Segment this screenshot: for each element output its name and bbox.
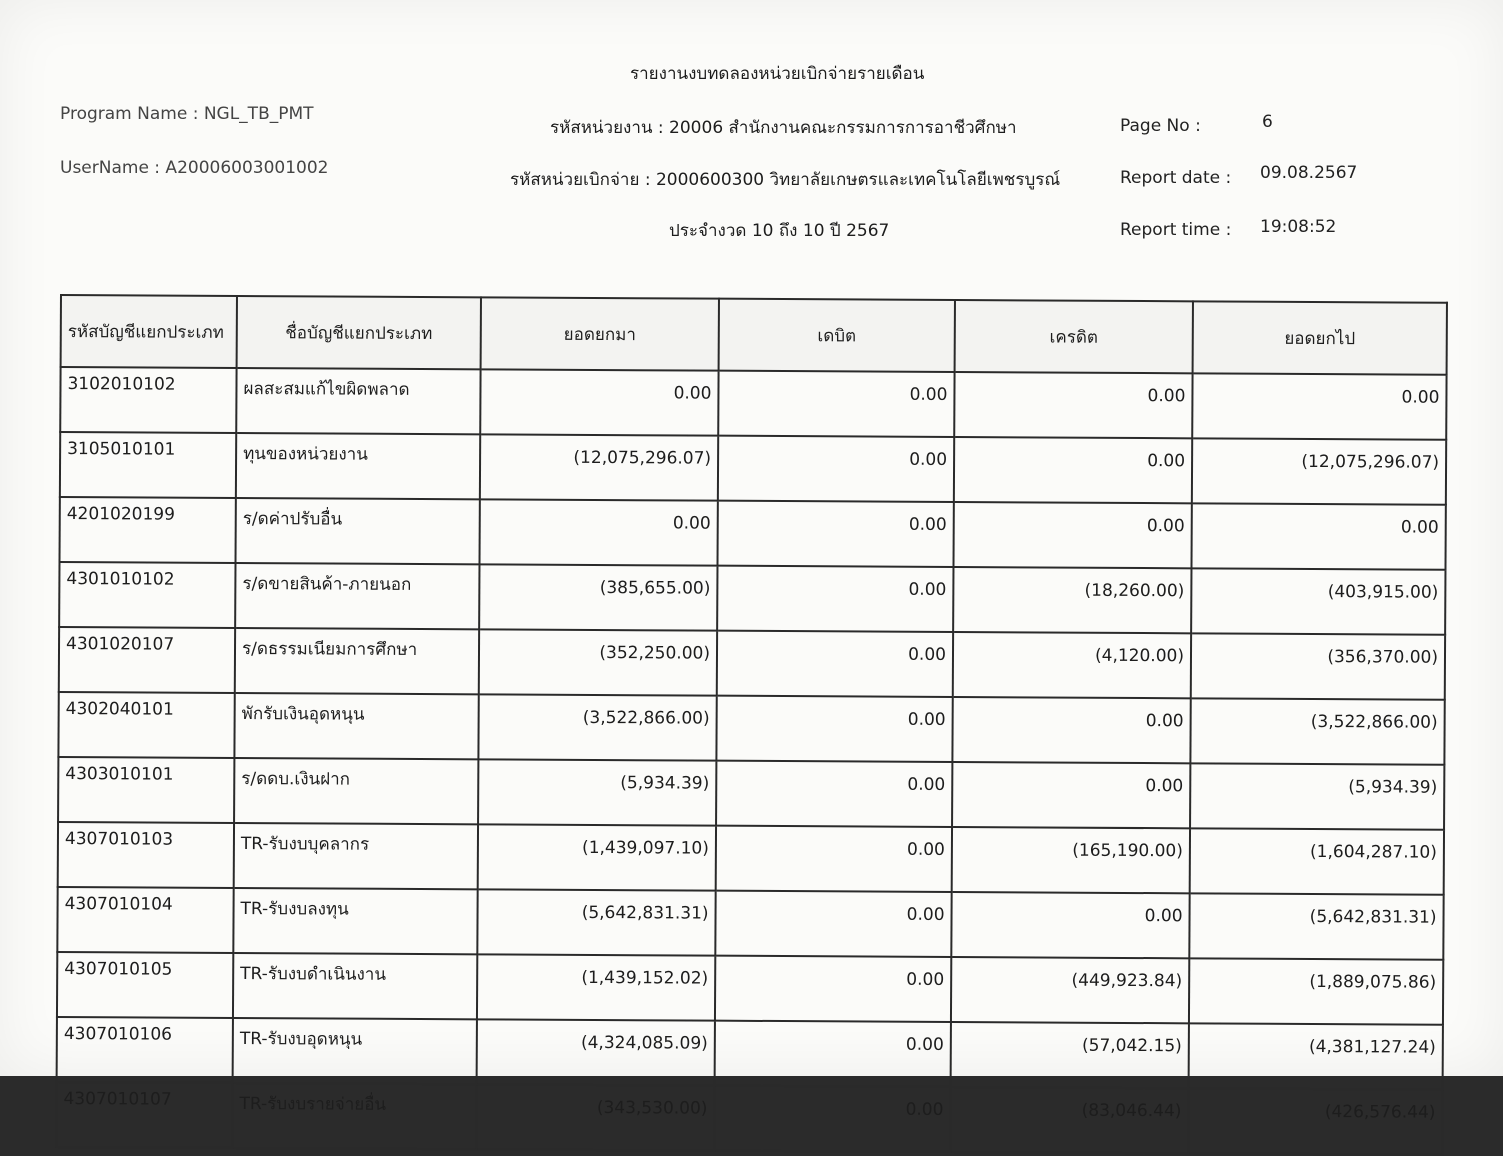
col-header-debit: เดบิต	[719, 299, 955, 372]
cell-credit: 0.00	[951, 892, 1189, 958]
cell-brought-forward: (5,934.39)	[478, 759, 716, 825]
cell-account-code: 3102010102	[60, 367, 236, 433]
page-no-label: Page No :	[1120, 116, 1201, 136]
cell-credit: (83,046.44)	[950, 1087, 1188, 1153]
col-header-account-code: รหัสบัญชีแยกประเภท	[61, 295, 237, 368]
report-time-value: 19:08:52	[1260, 217, 1337, 237]
cell-debit: 0.00	[715, 956, 951, 1022]
cell-carried-forward: (5,642,831.31)	[1189, 893, 1443, 959]
page-no-value: 6	[1262, 112, 1273, 132]
cell-account-code: 4201020199	[60, 497, 236, 563]
col-header-carried-forward: ยอดยกไป	[1193, 301, 1447, 374]
cell-brought-forward: (3,522,866.00)	[478, 694, 716, 760]
table-row	[58, 692, 1444, 765]
cell-carried-forward: (356,370.00)	[1191, 633, 1445, 699]
table-row	[60, 367, 1446, 440]
cell-brought-forward: (4,324,085.09)	[477, 1019, 715, 1085]
cell-carried-forward: (426,576.44)	[1188, 1088, 1442, 1154]
cell-brought-forward: 0.00	[480, 369, 718, 435]
cell-carried-forward: 0.00	[1191, 503, 1445, 569]
cell-credit: (57,042.15)	[951, 1022, 1189, 1088]
trial-balance-table-wrapper	[55, 294, 1446, 1156]
cell-account-name: TR-รับงบดำเนินงาน	[233, 953, 477, 1019]
cell-account-code: 4302040101	[58, 692, 234, 758]
cell-brought-forward: (1,439,152.02)	[477, 954, 715, 1020]
cell-account-code: 4307010104	[57, 887, 233, 953]
table-row	[60, 432, 1446, 505]
table-row	[57, 887, 1443, 960]
cell-debit: 0.00	[716, 696, 952, 762]
cell-debit: 0.00	[715, 1021, 951, 1087]
cell-debit: 0.00	[716, 761, 952, 827]
cell-brought-forward: (352,250.00)	[479, 629, 717, 695]
cell-account-code: 4301010102	[59, 562, 235, 628]
cell-brought-forward: (5,642,831.31)	[477, 889, 715, 955]
cell-account-name: TR-รับงบลงทุน	[233, 888, 477, 954]
agency-line: รหัสหน่วยงาน : 20006 สำนักงานคณะกรรมการการอาชีวศึกษา	[550, 118, 1017, 138]
cell-credit: 0.00	[952, 697, 1190, 763]
cell-account-name: ร/ดขายสินค้า-ภายนอก	[235, 563, 479, 629]
cell-debit: 0.00	[714, 1086, 950, 1152]
table-header-row	[61, 295, 1447, 375]
cell-debit: 0.00	[718, 371, 954, 437]
cell-account-name: TR-รับงบอุดหนุน	[233, 1018, 477, 1084]
user-name: UserName : A20006003001002	[60, 158, 329, 178]
cell-account-name: ทุนของหน่วยงาน	[236, 433, 480, 499]
cell-carried-forward: (4,381,127.24)	[1189, 1023, 1443, 1089]
cell-account-name: TR-รับงบรายจ่ายอื่น	[232, 1083, 476, 1149]
cell-credit: (4,120.00)	[953, 632, 1191, 698]
cell-carried-forward: (403,915.00)	[1191, 568, 1445, 634]
disbursement-unit-line: รหัสหน่วยเบิกจ่าย : 2000600300 วิทยาลัยเกษตรและเทคโนโลยีเพชรบูรณ์	[510, 170, 1061, 190]
cell-brought-forward: (385,655.00)	[479, 564, 717, 630]
report-title: รายงานงบทดลองหน่วยเบิกจ่ายรายเดือน	[630, 64, 925, 84]
table-row	[59, 627, 1445, 700]
col-header-account-name: ชื่อบัญชีแยกประเภท	[237, 296, 481, 369]
cell-credit: 0.00	[952, 762, 1190, 828]
table-row	[57, 952, 1443, 1025]
cell-carried-forward: (12,075,296.07)	[1192, 438, 1446, 504]
cell-account-name: พักรับเงินอุดหนุน	[234, 693, 478, 759]
cell-credit: (449,923.84)	[951, 957, 1189, 1023]
cell-credit: 0.00	[954, 437, 1192, 503]
cell-account-name: ผลสะสมแก้ไขผิดพลาด	[236, 368, 480, 434]
table-row	[56, 1082, 1442, 1155]
report-date-value: 09.08.2567	[1260, 163, 1358, 183]
cell-brought-forward: 0.00	[479, 499, 717, 565]
cell-debit: 0.00	[716, 826, 952, 892]
cell-carried-forward: (1,889,075.86)	[1189, 958, 1443, 1024]
cell-account-name: ร/ดดบ.เงินฝาก	[234, 758, 478, 824]
cell-carried-forward: 0.00	[1192, 373, 1446, 439]
cell-credit: (165,190.00)	[952, 827, 1190, 893]
cell-account-code: 4307010105	[57, 952, 233, 1018]
cell-debit: 0.00	[715, 891, 951, 957]
cell-account-name: TR-รับงบบุคลากร	[234, 823, 478, 889]
cell-debit: 0.00	[717, 501, 953, 567]
cell-account-name: ร/ดธรรมเนียมการศึกษา	[235, 628, 479, 694]
cell-brought-forward: (1,439,097.10)	[478, 824, 716, 890]
table-row	[58, 757, 1444, 830]
cell-carried-forward: (5,934.39)	[1190, 763, 1444, 829]
cell-carried-forward: (1,604,287.10)	[1190, 828, 1444, 894]
table-row	[57, 1017, 1443, 1090]
cell-account-code: 4301020107	[59, 627, 235, 693]
cell-debit: 0.00	[717, 566, 953, 632]
cell-credit: (18,260.00)	[953, 567, 1191, 633]
cell-account-code: 4303010101	[58, 757, 234, 823]
cell-account-code: 4307010107	[56, 1082, 232, 1148]
period-line: ประจำงวด 10 ถึง 10 ปี 2567	[669, 221, 890, 241]
cell-debit: 0.00	[718, 436, 954, 502]
report-date-label: Report date :	[1120, 168, 1232, 188]
table-row	[60, 497, 1446, 570]
cell-brought-forward: (343,530.00)	[476, 1084, 714, 1150]
cell-account-code: 4307010106	[57, 1017, 233, 1083]
col-header-brought-forward: ยอดยกมา	[481, 297, 719, 370]
cell-credit: 0.00	[954, 372, 1192, 438]
report-time-label: Report time :	[1120, 220, 1232, 240]
cell-brought-forward: (12,075,296.07)	[480, 434, 718, 500]
trial-balance-table	[55, 294, 1448, 1156]
col-header-credit: เครดิต	[955, 300, 1193, 373]
table-row	[58, 822, 1444, 895]
cell-account-name: ร/ดค่าปรับอื่น	[236, 498, 480, 564]
cell-credit: 0.00	[953, 502, 1191, 568]
cell-account-code: 3105010101	[60, 432, 236, 498]
program-name: Program Name : NGL_TB_PMT	[60, 104, 314, 124]
cell-carried-forward: (3,522,866.00)	[1190, 698, 1444, 764]
cell-account-code: 4307010103	[58, 822, 234, 888]
cell-debit: 0.00	[717, 631, 953, 697]
table-row	[59, 562, 1445, 635]
